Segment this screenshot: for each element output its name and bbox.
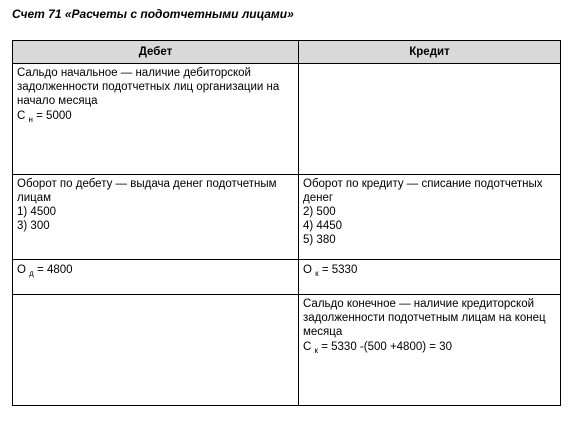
credit-total-symbol: О (303, 264, 312, 276)
turnover-totals-row (13, 260, 561, 295)
debit-header: Дебет (13, 41, 299, 64)
closing-balance-description: Сальдо конечное — наличие кредиторской задолженности подотчетным лицам на конец месяца (303, 298, 546, 338)
credit-total-formula (303, 263, 556, 277)
closing-value: = 5330 -(500 +4800) = 30 (321, 341, 452, 353)
opening-balance-formula (17, 109, 294, 123)
credit-total-cell (299, 260, 561, 295)
table-header-row (13, 41, 561, 64)
credit-turnover-item: 5) 380 (303, 234, 336, 246)
document-title: Счет 71 «Расчеты с подотчетными лицами» (12, 7, 294, 21)
account-table (12, 40, 561, 406)
credit-total-value: = 5330 (321, 264, 358, 276)
opening-balance-description: Сальдо начальное — наличие дебиторской задолженности подотчетных лиц организации на начало месяца (17, 67, 280, 107)
closing-balance-row (13, 295, 561, 406)
credit-total-subscript: к (315, 269, 319, 278)
opening-debit-cell (13, 64, 299, 175)
credit-turnover-cell (299, 175, 561, 260)
debit-turnover-item: 1) 4500 (17, 206, 57, 218)
opening-credit-cell (299, 64, 561, 175)
opening-symbol: С (17, 110, 26, 122)
debit-total-subscript: д (29, 269, 34, 278)
credit-turnover-item: 4) 4450 (303, 220, 343, 232)
debit-total-value: = 4800 (37, 264, 73, 276)
opening-balance-row (13, 64, 561, 175)
debit-total-formula (17, 263, 294, 277)
debit-total-cell (13, 260, 299, 295)
credit-turnover-description: Оборот по кредиту — списание подотчетных денег (303, 178, 543, 204)
closing-subscript: к (314, 346, 319, 355)
closing-credit-cell (299, 295, 561, 406)
opening-value: = 5000 (36, 110, 72, 122)
debit-total-symbol: О (17, 264, 26, 276)
turnover-row (13, 175, 561, 260)
opening-subscript: н (28, 115, 33, 124)
debit-turnover-item: 3) 300 (17, 220, 50, 232)
credit-turnover-item: 2) 500 (303, 206, 336, 218)
credit-header: Кредит (299, 41, 561, 64)
debit-turnover-cell (13, 175, 299, 260)
closing-debit-cell (13, 295, 299, 406)
closing-symbol: С (303, 341, 312, 353)
debit-turnover-description: Оборот по дебету — выдача денег подотчетным лицам (17, 178, 277, 204)
closing-balance-formula (303, 340, 556, 354)
